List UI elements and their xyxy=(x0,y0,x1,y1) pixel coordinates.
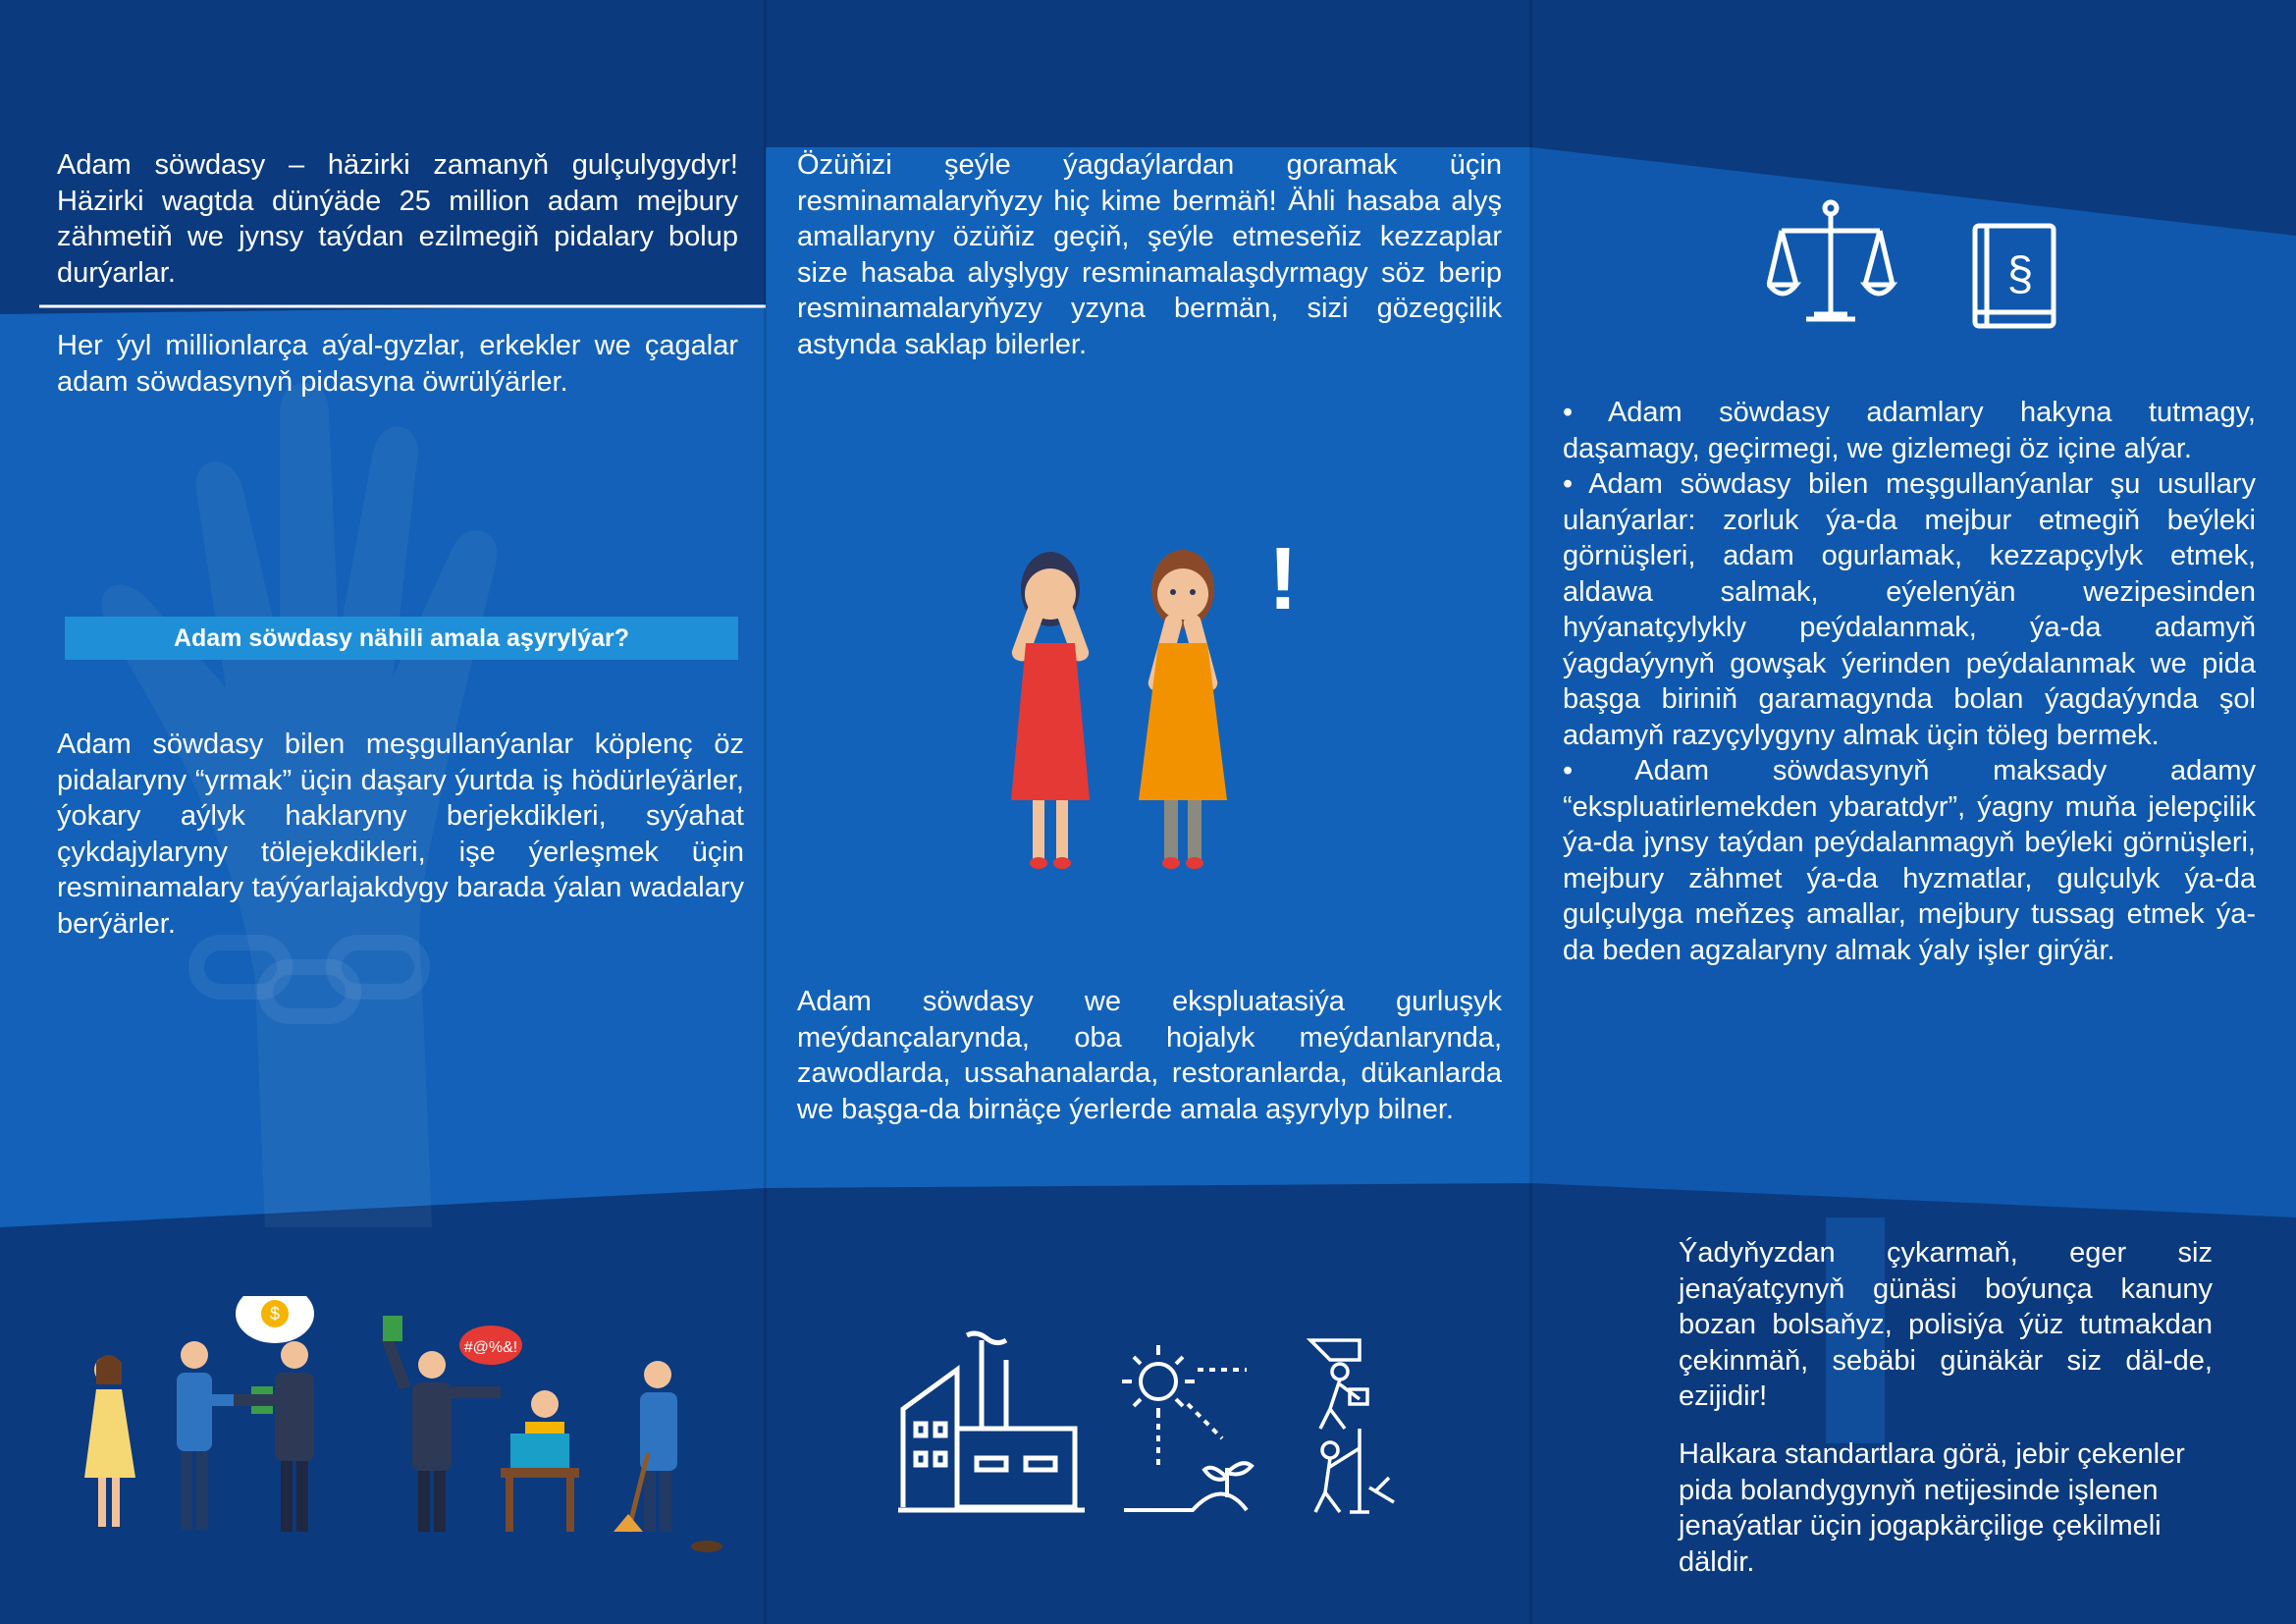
notice-text-1: Ýadyňyzdan çykarmaň, eger siz jenaýatçynyň günäsi boýunça kanuny bozan bolsaňyz, polisiýa ýüz tutmakdan çekinmäň, sebäbi günäkär siz däl-de, ezijidir! xyxy=(1679,1237,2213,1412)
protect-text: Özüňizi şeýle ýagdaýlardan goramak üçin resminamalaryňyzy hiç kime bermäň! Ähli hasaba alyş amallaryny özüňiz geçiň, şeýle etmeseňiz kezzaplar size hasaba alyşlygy resminamalaşdyrmagy söz berip resminamalaryňyzy yzyna bermän, sizi gözegçilik astynda saklap bilerler. xyxy=(797,149,1502,360)
scales-of-justice-icon xyxy=(1769,202,1893,319)
woman-figure xyxy=(84,1355,135,1527)
methods-text: Adam söwdasy bilen meşgullanýanlar köplenç öz pidalaryny “yrmak” üçin daşary ýurtda iş hödürleýärler, ýokary aýlyk haklaryny berjekdikleri, syýahat çykdajylaryny tölejekdikleri, işe ýerleşmek üçin resminamalary taýýarlajakdygy barada ýalan wadalary berýärler. xyxy=(57,729,744,940)
notice-text-2: Halkara standartlara görä, jebir çekenler pida bolandygynyň netijesinde işlenen jenaýatlar üçin jogapkärçilige çekilmeli däldir. xyxy=(1679,1438,2185,1578)
intro-text: Adam söwdasy – häzirki zamanyň gulçulygydyr! Häzirki wagtda dünýäde 25 million adam mejbury zähmetiň we jynsy taýdan ezilmegiň pidalary bolup durýarlar. xyxy=(57,149,738,289)
trafficking-scene-illustration xyxy=(79,1296,746,1561)
svg-text:#@%&!: #@%&! xyxy=(463,1339,518,1356)
law-icons xyxy=(1767,196,2061,334)
workplace-icons xyxy=(898,1330,1399,1517)
bullets-list xyxy=(1563,395,2256,968)
workers-icon xyxy=(1310,1340,1394,1512)
girl-covering-mouth xyxy=(1139,550,1227,869)
bullet-item: • Adam söwdasynyň maksady adamy “ekspluatirlemekden ybaratdyr”, ýagny muňa jelepçilik ýa-da jynsy taýdan peýdalanmagyň beýleki görnüşleri, mejbury zähmet ýa-da hyzmatlar, gulçulyk ýa-da gulçulyga meňzeş amallar, mejbury tussag etmek ýa-da beden agzalaryny almak ýaly işler girýär. xyxy=(1563,755,2256,966)
victims-text: Her ýyl millionlarça aýal-gyzlar, erkekler we çagalar adam söwdasynyň pidasyna öwrülýärler. xyxy=(57,330,738,398)
subheading: Adam söwdasy nähili amala aşyrylýar? xyxy=(65,617,738,660)
bullet-item: • Adam söwdasy bilen meşgullanýanlar şu usullary ulanýarlar: zorluk ýa-da mejbur etmegiň beýleki görnüşleri, adam ogurlamak, kezzapçylyk etmek, aldawa salmak, eýelenýän wezipesinden hyýanatçylykly peýdalanmak, ýa-da adamyň ýagdaýynyň gowşak ýerinden peýdalanmak we pida başga biriniň garamagynda bolan ýagdaýynda şol adamyň razyçylygyny almak üçin töleg bermek. xyxy=(1563,468,2256,751)
covered-eyes-girls-illustration xyxy=(991,535,1247,908)
factory-icon xyxy=(898,1333,1085,1510)
girl-covering-eyes xyxy=(1010,552,1092,869)
svg-text:$: $ xyxy=(269,1304,281,1324)
sun-field-icon xyxy=(1122,1345,1252,1510)
bullet-item: • Adam söwdasy adamlary hakyna tutmagy, daşamagy, geçirmegi, we gizlemegi öz içine alýar. xyxy=(1563,397,2256,464)
section-symbol: § xyxy=(2006,248,2034,300)
money-bag-icon xyxy=(236,1296,314,1343)
speech-bubble-angry xyxy=(459,1326,522,1365)
places-text: Adam söwdasy we ekspluatasiýa gurluşyk meýdançalarynda, oba hojalyk meýdanlarynda, zawodlarda, ussahanalarda, restoranlarda, dükanlarda we başga-da birnäçe ýerlerde amala aşyrylyp bilner. xyxy=(797,986,1502,1125)
exclamation-mark: ! xyxy=(1268,530,1298,628)
